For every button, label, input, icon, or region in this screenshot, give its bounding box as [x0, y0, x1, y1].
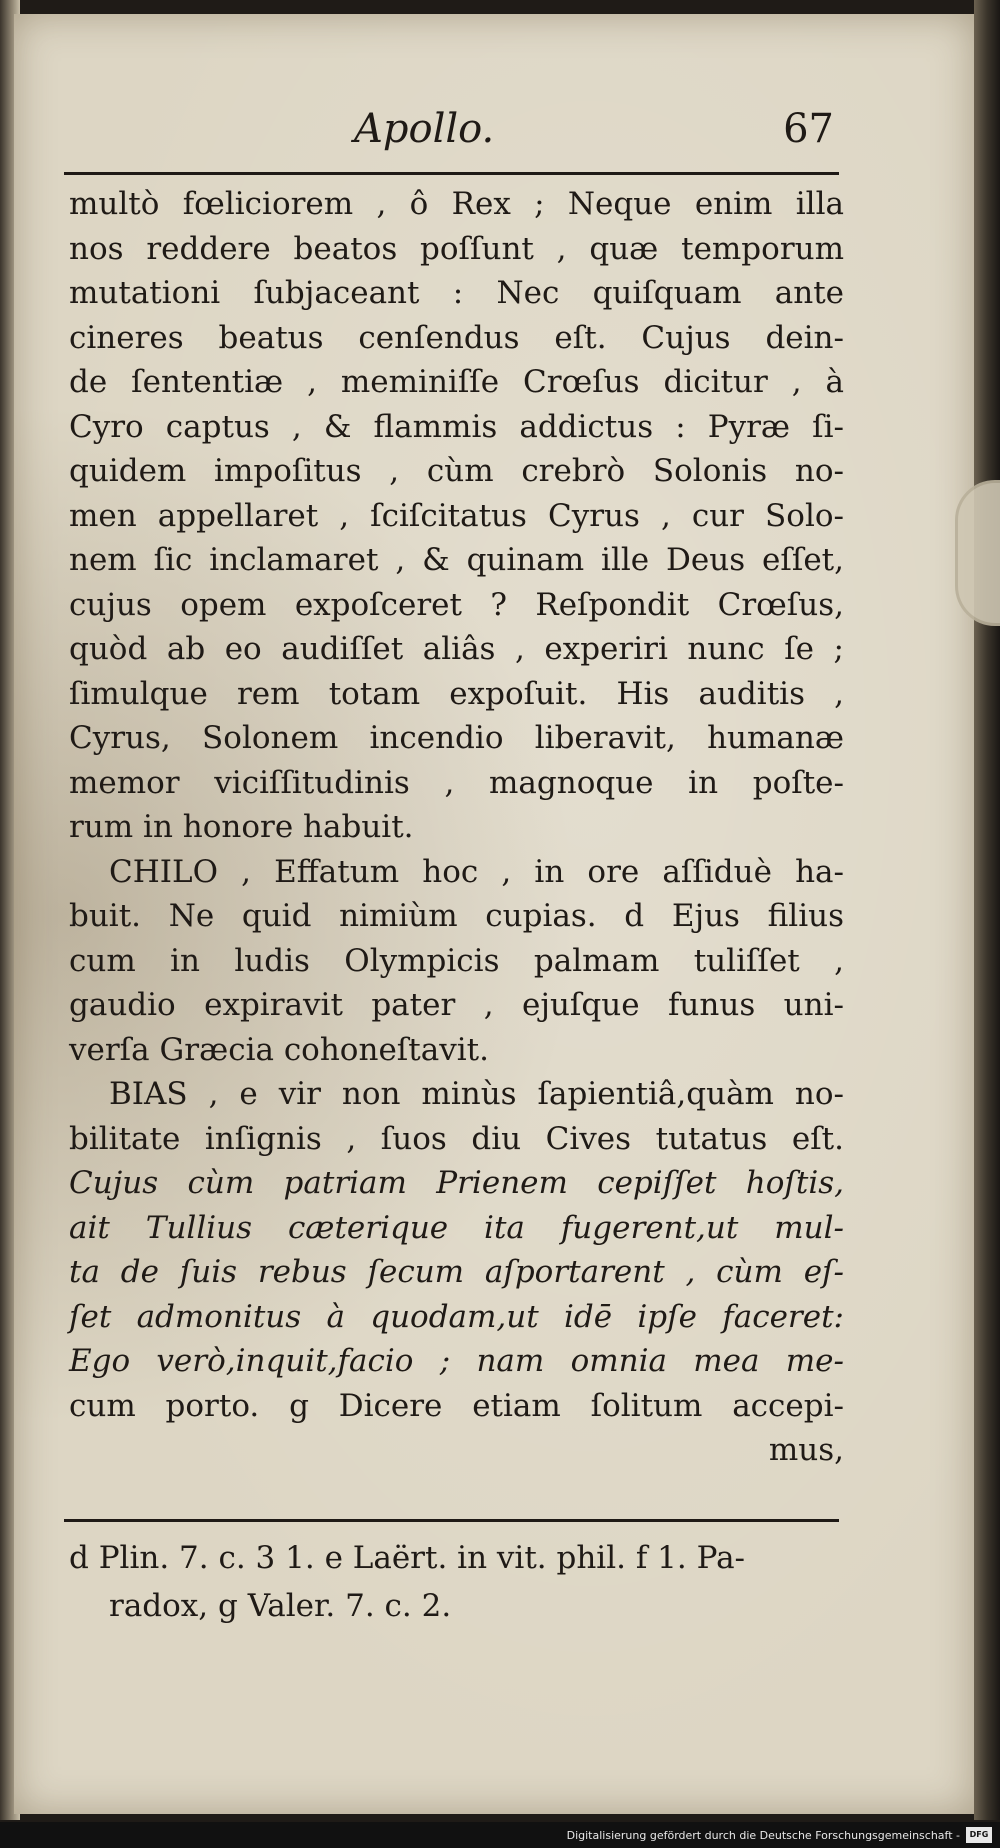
text-line: memor viciſſitudinis , magnoque in poſte-	[69, 764, 844, 801]
dfg-logo-icon: DFG	[966, 1827, 992, 1843]
header-rule	[64, 172, 839, 175]
text-line: mutationi ſubjaceant : Nec quiſquam ante	[69, 275, 844, 311]
text-line: verſa Græcia cohoneſtavit.	[69, 1031, 489, 1068]
text-line: nem ſic inclamaret , & quinam ille Deus eſſet,	[69, 542, 844, 578]
text-line: quòd ab eo audiſſet aliâs , experiri nunc ſe ;	[69, 631, 844, 667]
text-line: Cyro captus , & flammis addictus : Pyræ ſi-	[69, 408, 844, 445]
text-line: cum porto. g Dicere etiam ſolitum accepi-	[69, 1387, 844, 1424]
text-line: ſet admonitus à quodam,ut idē ipſe faceret:	[69, 1298, 844, 1335]
text-line: cum in ludis Olympicis palmam tuliſſet ,	[69, 942, 844, 979]
left-margin-bleedthrough	[14, 164, 42, 1664]
book-spine-edge	[974, 0, 1000, 1820]
book-page	[14, 14, 974, 1814]
footnote-line: d Plin. 7. c. 3 1. e Laërt. in vit. phil. f 1. Pa-	[69, 1540, 746, 1576]
text-line: quidem impoſitus , cùm crebrò Solonis no-	[69, 453, 844, 489]
digitization-credit-bar	[0, 1822, 1000, 1848]
text-line: buit. Ne quid nimiùm cupias. d Ejus filius	[69, 898, 844, 934]
text-line: cineres beatus cenſendus eſt. Cujus dein-	[69, 319, 844, 356]
text-line: bilitate inſignis , ſuos diu Cives tutatus eſt.	[69, 1120, 844, 1157]
text-line: cujus opem expoſceret ? Reſpondit Crœſus,	[69, 586, 844, 623]
footnote-line: radox, g Valer. 7. c. 2.	[109, 1588, 452, 1624]
text-line: Ego verò,inquit,facio ; nam omnia mea me-	[69, 1343, 844, 1379]
catchword: mus,	[768, 1432, 844, 1468]
footnotes	[69, 1534, 844, 1630]
text-line: multò fœliciorem , ô Rex ; Neque enim illa	[69, 186, 844, 222]
text-line: Cujus cùm patriam Prienem cepiſſet hoſtis,	[69, 1165, 844, 1201]
text-line: ait Tullius cæterique ita fugerent,ut mul-	[69, 1209, 844, 1246]
footnote-rule	[64, 1519, 839, 1522]
credit-text: Digitalisierung gefördert durch die Deutsche Forschungsgemeinschaft -	[566, 1829, 960, 1842]
fore-edge-curl	[955, 480, 1000, 626]
text-line: nos reddere beatos poſſunt , quæ temporum	[69, 230, 844, 267]
text-line: ſimulque rem totam expoſuit. His auditis ,	[69, 675, 844, 712]
text-line: rum in honore habuit.	[69, 809, 414, 845]
text-line: gaudio expiravit pater , ejuſque funus uni-	[69, 987, 844, 1023]
running-title: Apollo.	[354, 106, 495, 152]
text-line: de ſententiæ , meminiſſe Crœſus dicitur , à	[69, 364, 844, 400]
body-text	[69, 182, 844, 1473]
text-line: ta de ſuis rebus ſecum aſportarent , cùm eſ-	[69, 1254, 844, 1290]
text-line: men appellaret , ſciſcitatus Cyrus , cur Solo-	[69, 497, 844, 534]
page-number: 67	[783, 106, 834, 152]
text-line: BIAS , e vir non minùs ſapientiâ,quàm no-	[109, 1076, 844, 1112]
text-line: CHILO , Effatum hoc , in ore aſſiduè ha-	[109, 853, 844, 890]
page-header	[354, 106, 834, 166]
text-line: Cyrus, Solonem incendio liberavit, humanæ	[69, 720, 844, 756]
